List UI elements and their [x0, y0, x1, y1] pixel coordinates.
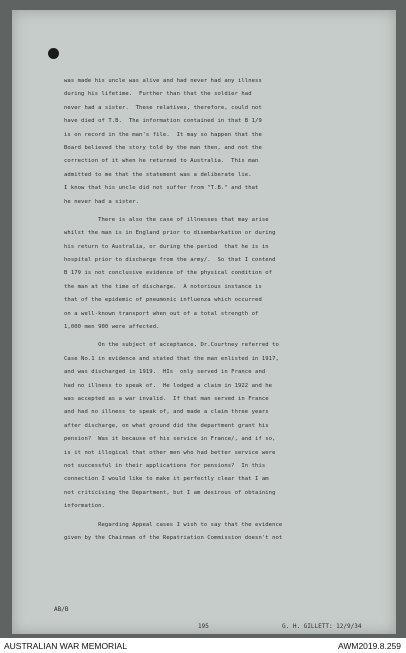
text-line: admitted to me that the statement was a deliberate lie. — [64, 171, 252, 178]
text-line: I know that his uncle did not suffer from "T.B." and that — [64, 185, 259, 192]
initials-date: G. H. GILLETT: 12/9/34 — [282, 623, 362, 630]
page-number: 195 — [198, 623, 209, 630]
text-line: after discharge, on what ground did the department grant his — [64, 422, 269, 429]
text-line: during his lifetime. Further than that the soldier had — [64, 91, 252, 98]
text-line: on a well-known transport when out of a total strength of — [64, 310, 259, 317]
text-line: he never had a sister. — [64, 198, 140, 205]
text-line: was accepted as a war invalid. If that man served in France — [64, 395, 269, 402]
text-line: that of the epidemic of pneumonic influenza which occurred — [64, 297, 262, 304]
text-line: Board believed the story told by the man then, and not the — [64, 144, 262, 151]
text-line: information. — [64, 503, 105, 510]
text-line: was made his uncle was alive and had never had any illness — [64, 78, 262, 84]
text-line: have died of T.B. The information contained in that B 1/9 — [64, 118, 262, 125]
text-line: is it not illogical that other men who had better service were — [64, 449, 276, 456]
text-line: There is also the case of illnesses that may arise — [64, 216, 269, 223]
archive-footer — [0, 638, 406, 653]
document-page — [12, 10, 396, 634]
text-line: whilst the man is in England prior to disembarkation or during — [64, 230, 276, 237]
text-line: hospital prior to discharge from the army/. So that I contend — [64, 257, 276, 264]
text-line: Regarding Appeal cases I wish to say that the evidence — [64, 521, 283, 528]
text-line: 1,000 men 900 were affected. — [64, 324, 160, 331]
text-line: is on record in the man's file. It may so happen that the — [64, 131, 262, 138]
text-line: and was discharged in 1919. HIs only served in France and — [64, 369, 266, 376]
text-line: not criticising the Department, but I am desirous of obtaining — [64, 489, 276, 496]
text-line: pension? Was it because of his service in France/, and if so, — [64, 436, 276, 443]
archive-reference: AWM2019.8.259 — [338, 641, 401, 651]
text-line: not successful in their applications for pensions? In this — [64, 462, 266, 469]
text-line: given by the Chairman of the Repatriation Commission doesn't not — [64, 534, 283, 541]
text-line: never had a sister. These relatives, therefore, could not — [64, 104, 262, 111]
body-text — [64, 75, 394, 545]
text-line: On the subject of acceptance, Dr.Courtney referred to — [64, 342, 279, 349]
text-line: his return to Australia, or during the period that he is in — [64, 243, 269, 250]
text-line: connection I would like to make it perfectly clear that I am — [64, 476, 269, 483]
text-line: and had no illness to speak of, and made a claim three years — [64, 409, 269, 416]
margin-mark: AB/B — [54, 606, 69, 613]
text-line: B 179 is not conclusive evidence of the physical condition of — [64, 270, 273, 277]
text-line: Case No.1 in evidence and stated that the man enlisted in 1917, — [64, 355, 279, 362]
archive-name: AUSTRALIAN WAR MEMORIAL — [4, 641, 127, 651]
text-line: had no illness to speak of. He lodged a claim in 1922 and he — [64, 382, 273, 389]
punch-hole — [48, 48, 59, 59]
text-line: correction of it when he returned to Australia. This man — [64, 158, 259, 165]
text-line: the man at the time of discharge. A notorious instance is — [64, 283, 262, 290]
